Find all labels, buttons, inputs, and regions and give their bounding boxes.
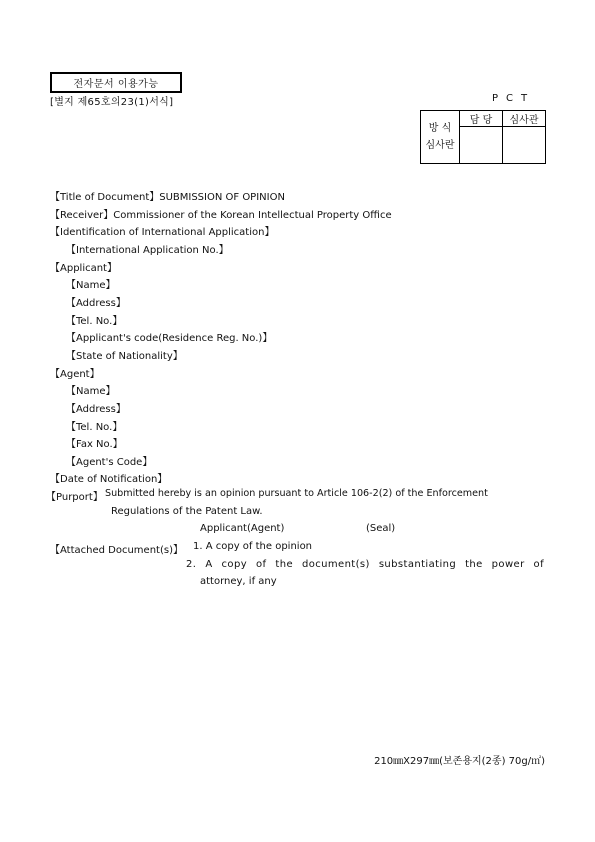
purport-label: 【Purport】 (46, 492, 103, 503)
paper-spec-footer: 210㎜X297㎜(보존용지(2종) 70g/㎡) (374, 756, 545, 767)
approval-cell-examiner[interactable] (503, 127, 546, 164)
attached-item-2-line1: 2. A copy of the document(s) substantiating the power of (186, 559, 544, 570)
applicant-address-field[interactable]: 【Address】 (66, 298, 126, 309)
agent-heading: 【Agent】 (50, 369, 100, 380)
agent-fax-field[interactable]: 【Fax No.】 (66, 439, 123, 450)
applicant-name-field[interactable]: 【Name】 (66, 280, 116, 291)
approval-col-examiner: 심사관 (503, 111, 546, 127)
form-number: [별지 제65호의23(1)서식] (50, 97, 174, 108)
receiver-line: 【Receiver】Commissioner of the Korean Intellectual Property Office (50, 210, 392, 221)
approval-left-label: 방 식 심사란 (421, 111, 460, 164)
agent-name-field[interactable]: 【Name】 (66, 386, 116, 397)
applicant-code-field[interactable]: 【Applicant's code(Residence Reg. No.)】 (66, 333, 273, 344)
applicant-tel-field[interactable]: 【Tel. No.】 (66, 316, 123, 327)
signature-role: Applicant(Agent) (200, 523, 285, 534)
purport-text-line2: Regulations of the Patent Law. (111, 506, 263, 517)
attached-documents-label: 【Attached Document(s)】 (50, 545, 183, 556)
approval-cell-staff[interactable] (460, 127, 503, 164)
attached-item-1: 1. A copy of the opinion (193, 541, 313, 552)
agent-code-field[interactable]: 【Agent's Code】 (66, 457, 153, 468)
seal-mark: (Seal) (366, 523, 396, 534)
applicant-heading: 【Applicant】 (50, 263, 117, 274)
title-of-document-line: 【Title of Document】SUBMISSION OF OPINION (50, 192, 285, 203)
purport-text-line1: Submitted hereby is an opinion pursuant to Article 106-2(2) of the Enforcement (105, 488, 488, 499)
receiver-value: Commissioner of the Korean Intellectual Property Office (113, 210, 392, 221)
applicant-nationality-field[interactable]: 【State of Nationality】 (66, 351, 183, 362)
title-value: SUBMISSION OF OPINION (159, 192, 285, 203)
identification-line: 【Identification of International Application】 (50, 227, 275, 238)
attached-item-2-line2: attorney, if any (200, 576, 277, 587)
approval-table (420, 110, 546, 164)
electronic-document-notice: 전자문서 이용가능 (50, 72, 182, 93)
agent-address-field[interactable]: 【Address】 (66, 404, 126, 415)
international-application-no-field[interactable]: 【International Application No.】 (66, 245, 229, 256)
date-of-notification-field[interactable]: 【Date of Notification】 (50, 474, 168, 485)
pct-label: PCT (492, 93, 536, 104)
agent-tel-field[interactable]: 【Tel. No.】 (66, 422, 123, 433)
approval-col-staff: 담 당 (460, 111, 503, 127)
